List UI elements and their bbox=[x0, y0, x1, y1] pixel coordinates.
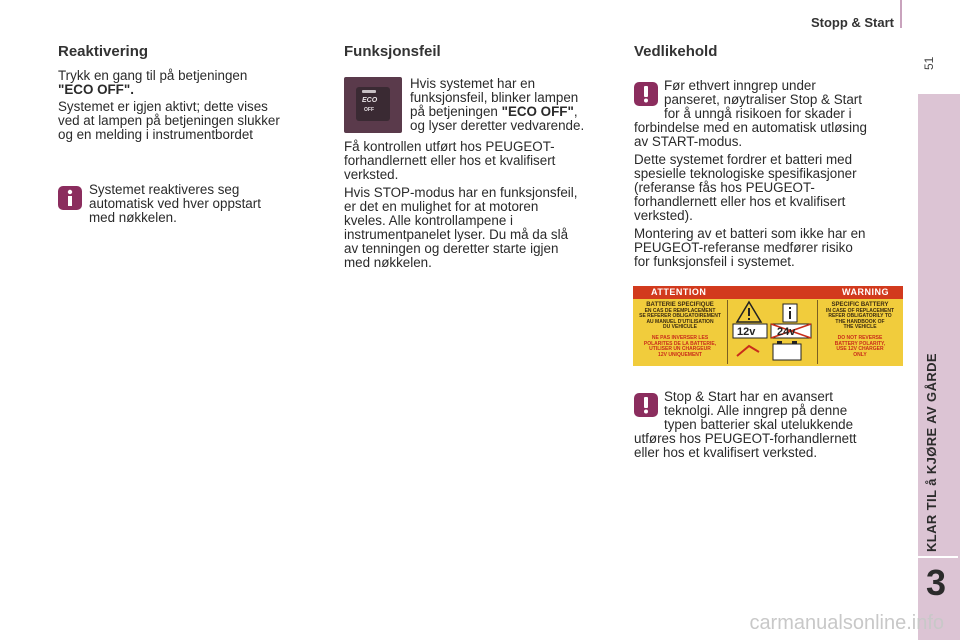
heading-reaktivering: Reaktivering bbox=[58, 43, 149, 60]
fr-block: BATTERIE SPECIFIQUE EN CAS DE REMPLACEMENT SE REFERER OBLIGATOIREMENT AU MANUEL D'UTILISATION DU VEHICULE NE PAS INVERSER LES POLARITES DE LA BATTERIE, UTILISER UN CHARGEUR 12V UNIQUEMENT bbox=[639, 302, 721, 358]
col3-note2: Stop & Start har en avansert teknolgi. Alle inngrep på denne typen batterier skal utelukkende bbox=[664, 389, 854, 432]
col2-p3: Hvis STOP-modus har en funksjonsfeil, er det en mulighet for at motoren kveles. Alle kontrollampene i instrumentpanelet lyser. Du må da slå av tenningen og deretter starte igjen med nøkkelen. bbox=[344, 185, 578, 270]
eco-led-icon bbox=[362, 90, 376, 93]
col3-p3: Montering av et batteri som ikke har en PEUGEOT-referanse medfører risiko for funksjonsfeil i systemet. bbox=[634, 226, 866, 269]
attention-title: ATTENTION bbox=[651, 287, 707, 297]
heading-vedlikehold: Vedlikehold bbox=[634, 43, 718, 60]
chapter-divider bbox=[917, 556, 958, 558]
section-title: Stopp & Start bbox=[810, 15, 894, 30]
warning-title: WARNING bbox=[842, 287, 889, 297]
col1-body bbox=[58, 69, 328, 142]
volt-12-label: 12v bbox=[737, 326, 756, 338]
en-block: SPECIFIC BATTERY IN CASE OF REPLACEMENT REFER OBLIGATORILY TO THE HANDBOOK OF THE VEHICLE DO NOT REVERSE BATTERY POLARITY, USE 12V CHARGER ONLY bbox=[825, 302, 895, 358]
col1-p1: Trykk en gang til på betjeningen "ECO OFF". bbox=[58, 68, 248, 97]
heading-funksjonsfeil: Funksjonsfeil bbox=[344, 43, 441, 60]
col3-note1: Før ethvert inngrep under panseret, nøytraliser Stop & Start for å unngå risikoen for skader i bbox=[664, 78, 862, 121]
info-icon bbox=[58, 186, 82, 210]
col2-section bbox=[344, 43, 441, 60]
footer-watermark: carmanualsonline.info bbox=[749, 612, 944, 634]
col3-body bbox=[634, 121, 910, 269]
battery-warning-label bbox=[633, 286, 903, 366]
chapter-number: 3 bbox=[926, 562, 947, 603]
warning-exclamation-icon bbox=[634, 82, 658, 106]
col1-note: Systemet reaktiveres seg automatisk ved hver oppstart med nøkkelen. bbox=[89, 182, 261, 225]
col3-note1-cont: forbindelse med en automatisk utløsing av START-modus. bbox=[634, 120, 867, 149]
col3-section bbox=[634, 43, 717, 60]
col1-p2: Systemet er igjen aktivt; dette vises ved at lampen på betjeningen slukker og en melding i instrumentbordet bbox=[58, 99, 280, 142]
off-label: OFF bbox=[364, 107, 374, 113]
col3-note2-cont: utføres hos PEUGEOT-forhandlernett eller hos et kvalifisert verksted. bbox=[634, 431, 857, 460]
eco-off-button-image bbox=[344, 77, 402, 133]
col1-section bbox=[58, 43, 148, 60]
col2-body bbox=[344, 140, 620, 270]
col2-p1: Hvis systemet har en funksjonsfeil, blinker lampen på betjeningen "ECO OFF", og lyser deretter vedvarende. bbox=[410, 76, 585, 133]
col3-p2: Dette systemet fordrer et batteri med spesielle teknologiske spesifikasjoner (referanse fås hos PEUGEOT- forhandlernett eller hos et kvalifisert verksted). bbox=[634, 152, 857, 223]
volt-24-label: 24v bbox=[777, 326, 796, 338]
warning-exclamation-icon bbox=[634, 393, 658, 417]
col2-p2: Få kontrollen utført hos PEUGEOT- forhandlernett eller hos et kvalifisert verksted. bbox=[344, 139, 556, 182]
eco-label: ECO bbox=[362, 97, 378, 104]
header-divider bbox=[900, 0, 902, 28]
chapter-label: KLAR TIL å KJØRE AV GÅRDE bbox=[924, 352, 939, 552]
page-number: 51 bbox=[922, 56, 936, 70]
